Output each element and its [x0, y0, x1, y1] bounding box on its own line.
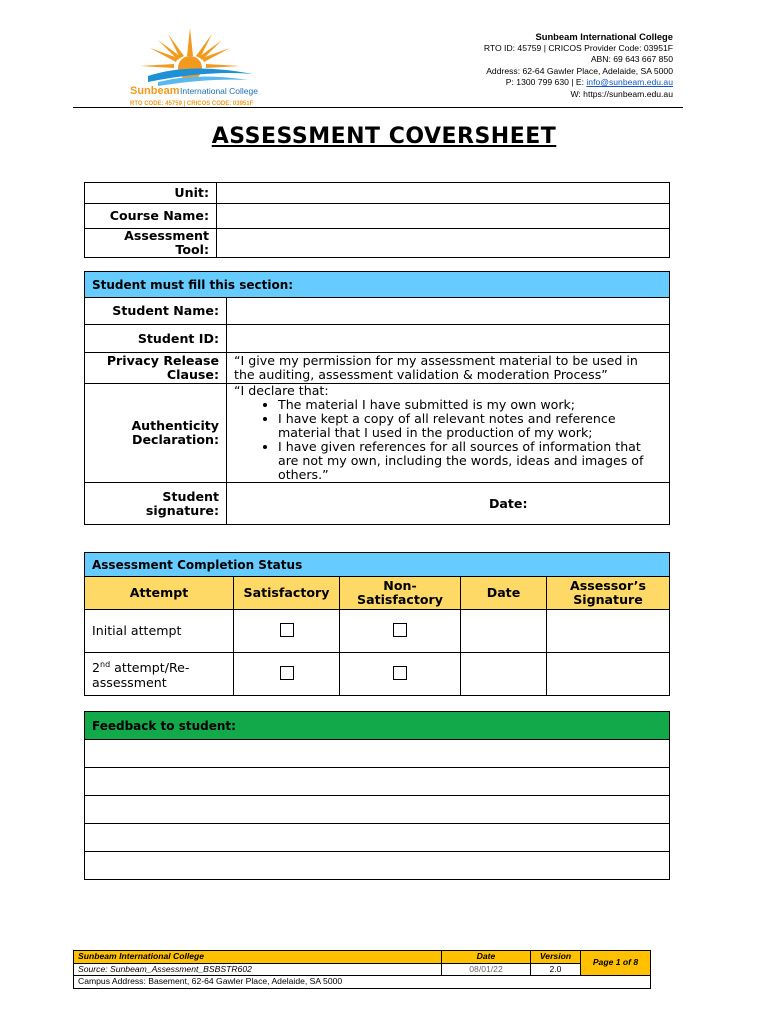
- footer-date: 08/01/22: [442, 963, 531, 976]
- signature-date-field[interactable]: [451, 483, 670, 525]
- date-label: Date:: [488, 495, 528, 511]
- feedback-line[interactable]: [85, 852, 670, 880]
- footer-college: Sunbeam International College: [74, 951, 442, 964]
- satisfactory-checkbox[interactable]: [280, 623, 294, 637]
- row-second-attempt: 2nd attempt/Re-assessment: [85, 653, 234, 696]
- feedback-line[interactable]: [85, 740, 670, 768]
- authenticity-item: • I have given references for all sources of information that are not my own, including the words, ideas and images of others.”: [278, 440, 662, 482]
- footer-date-label: Date: [442, 951, 531, 964]
- date-cell[interactable]: [461, 653, 547, 696]
- page-title: ASSESSMENT COVERSHEET: [211, 124, 557, 149]
- course-name-field[interactable]: [217, 204, 670, 229]
- unit-field[interactable]: [217, 183, 670, 204]
- col-date: Date: [461, 577, 547, 610]
- abn-line: ABN: 69 643 667 850: [590, 54, 673, 65]
- assessor-signature-cell[interactable]: [547, 653, 670, 696]
- feedback-table: [84, 711, 670, 880]
- privacy-label: Privacy Release Clause:: [85, 353, 227, 384]
- web-line: W: https://sunbeam.edu.au: [570, 88, 673, 99]
- address-line: Address: 62-64 Gawler Place, Adelaide, SA 5000: [486, 65, 673, 76]
- student-name-field[interactable]: [227, 298, 670, 325]
- authenticity-declaration: [227, 384, 670, 483]
- footer-source: Source: Sunbeam_Assessment_BSBSTR602: [74, 963, 442, 976]
- authenticity-intro: “I declare that:: [234, 383, 329, 398]
- feedback-line[interactable]: [85, 796, 670, 824]
- authenticity-label: Authenticity Declaration:: [85, 384, 227, 483]
- email-link[interactable]: info@sunbeam.edu.au: [586, 77, 673, 88]
- non-satisfactory-checkbox[interactable]: [393, 666, 407, 680]
- unit-label: Unit:: [85, 183, 217, 204]
- student-name-label: Student Name:: [85, 298, 227, 325]
- non-satisfactory-checkbox[interactable]: [393, 623, 407, 637]
- feedback-line[interactable]: [85, 824, 670, 852]
- date-cell[interactable]: [461, 610, 547, 653]
- assessor-signature-cell[interactable]: [547, 610, 670, 653]
- row-initial-attempt: Initial attempt: [85, 610, 234, 653]
- col-satisfactory: Satisfactory: [234, 577, 340, 610]
- col-assessor-signature: Assessor’s Signature: [547, 577, 670, 610]
- assessment-tool-label: Assessment Tool:: [85, 229, 217, 258]
- unit-info-table: [84, 182, 670, 258]
- svg-text:RTO CODE: 45759 | CRICOS CODE:: RTO CODE: 45759 | CRICOS CODE: 03951F: [130, 101, 254, 107]
- footer-page-number: Page 1 of 8: [581, 951, 651, 976]
- student-signature-field[interactable]: [227, 483, 528, 525]
- course-name-label: Course Name:: [85, 204, 217, 229]
- phone-email-line: P: 1300 799 630 | E: info@sunbeam.edu.au: [505, 77, 673, 88]
- student-section-header: Student must fill this section:: [85, 272, 670, 298]
- footer-version: 2.0: [531, 963, 581, 976]
- authenticity-item: • The material I have submitted is my own work;: [278, 398, 662, 412]
- col-non-satisfactory: Non-Satisfactory: [340, 577, 461, 610]
- student-id-field[interactable]: [227, 325, 670, 353]
- authenticity-item: • I have kept a copy of all relevant notes and reference material that I used in the production of my work;: [278, 412, 662, 440]
- feedback-line[interactable]: [85, 768, 670, 796]
- footer-campus-address: Campus Address: Basement, 62-64 Gawler Place, Adelaide, SA 5000: [74, 976, 651, 989]
- college-name: Sunbeam International College: [535, 31, 673, 42]
- svg-text:International College: International College: [180, 86, 258, 96]
- student-section-table: [84, 271, 670, 525]
- completion-status-table: [84, 552, 670, 696]
- header-divider: [73, 107, 683, 108]
- student-signature-label: Student signature:: [85, 483, 227, 525]
- svg-text:Sunbeam: Sunbeam: [130, 85, 180, 97]
- privacy-text: “I give my permission for my assessment material to be used in the auditing, assessment validation & moderation Process”: [227, 353, 670, 384]
- completion-header: Assessment Completion Status: [85, 553, 670, 577]
- col-attempt: Attempt: [85, 577, 234, 610]
- satisfactory-checkbox[interactable]: [280, 666, 294, 680]
- sunbeam-logo: [128, 24, 263, 110]
- feedback-header: Feedback to student:: [85, 712, 670, 740]
- assessment-tool-field[interactable]: [217, 229, 670, 258]
- document-footer: [73, 950, 651, 989]
- footer-version-label: Version: [531, 951, 581, 964]
- student-id-label: Student ID:: [85, 325, 227, 353]
- rto-line: RTO ID: 45759 | CRICOS Provider Code: 03951F: [483, 42, 673, 53]
- college-contact-block: [484, 31, 673, 101]
